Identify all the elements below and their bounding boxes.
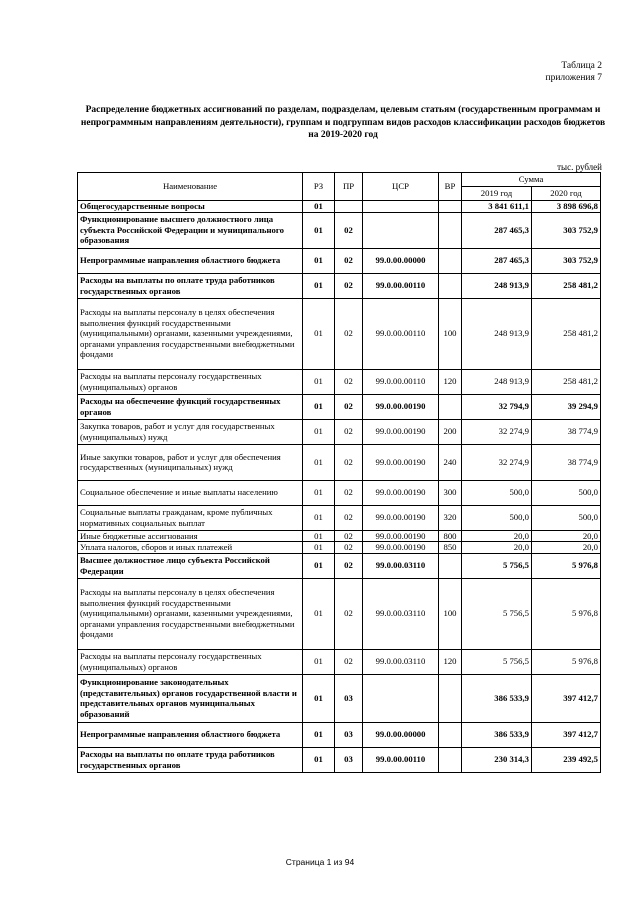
row-csr: 99.0.00.00190 <box>363 542 439 554</box>
row-name: Непрограммные направления областного бюджета <box>78 722 303 747</box>
document-title: Распределение бюджетных ассигнований по разделам, подразделам, целевым статьям (государственным программам и непрограммным направлениям деятельности), группам и подгруппам видов расходов классификации расходов бюджетов на 2019-2020 год <box>80 105 606 140</box>
row-sum-2020: 303 752,9 <box>532 212 601 248</box>
row-vr <box>439 273 462 298</box>
row-sum-2020: 39 294,9 <box>532 394 601 419</box>
page-footer: Страница 1 из 94 <box>285 857 355 867</box>
row-sum-2020: 3 898 696,8 <box>532 201 601 213</box>
row-csr: 99.0.00.00190 <box>363 394 439 419</box>
row-pr <box>335 201 363 213</box>
row-rz: 01 <box>303 480 335 505</box>
row-vr <box>439 248 462 273</box>
table-row <box>78 419 601 444</box>
row-sum-2020: 258 481,2 <box>532 369 601 394</box>
row-pr: 02 <box>335 530 363 542</box>
row-name: Высшее должностное лицо субъекта Российской Федерации <box>78 553 303 578</box>
header-2020: 2020 год <box>532 187 601 201</box>
row-name: Расходы на выплаты персоналу в целях обеспечения выполнения функций государственными (муниципальными) органами, казенными учреждениями, органами управления государственными внебюджетными фондами <box>78 578 303 649</box>
row-name: Расходы на выплаты по оплате труда работников государственных органов <box>78 273 303 298</box>
row-vr: 850 <box>439 542 462 554</box>
table-row <box>78 578 601 649</box>
row-pr: 02 <box>335 248 363 273</box>
row-sum-2019: 3 841 611,1 <box>462 201 532 213</box>
row-sum-2020: 38 774,9 <box>532 444 601 480</box>
row-pr: 02 <box>335 649 363 674</box>
row-vr: 120 <box>439 649 462 674</box>
row-sum-2019: 32 274,9 <box>462 444 532 480</box>
row-sum-2019: 20,0 <box>462 542 532 554</box>
row-pr: 02 <box>335 394 363 419</box>
row-rz: 01 <box>303 747 335 772</box>
row-vr: 120 <box>439 369 462 394</box>
row-csr: 99.0.00.00190 <box>363 505 439 530</box>
row-vr: 240 <box>439 444 462 480</box>
row-vr: 100 <box>439 298 462 369</box>
row-sum-2019: 287 465,3 <box>462 248 532 273</box>
row-csr: 99.0.00.00190 <box>363 419 439 444</box>
units-label: тыс. рублей <box>557 162 602 172</box>
row-vr <box>439 394 462 419</box>
row-name: Расходы на выплаты персоналу государственных (муниципальных) органов <box>78 369 303 394</box>
row-sum-2019: 32 794,9 <box>462 394 532 419</box>
row-csr <box>363 201 439 213</box>
row-name: Уплата налогов, сборов и иных платежей <box>78 542 303 554</box>
row-name: Непрограммные направления областного бюджета <box>78 248 303 273</box>
row-vr <box>439 747 462 772</box>
row-sum-2020: 500,0 <box>532 480 601 505</box>
row-rz: 01 <box>303 394 335 419</box>
row-sum-2020: 20,0 <box>532 542 601 554</box>
table-row <box>78 747 601 772</box>
row-csr: 99.0.00.00190 <box>363 530 439 542</box>
row-csr <box>363 674 439 722</box>
row-sum-2020: 500,0 <box>532 505 601 530</box>
row-rz: 01 <box>303 578 335 649</box>
row-name: Иные бюджетные ассигнования <box>78 530 303 542</box>
table-row <box>78 530 601 542</box>
row-pr: 02 <box>335 369 363 394</box>
row-rz: 01 <box>303 201 335 213</box>
row-sum-2020: 5 976,8 <box>532 553 601 578</box>
row-rz: 01 <box>303 530 335 542</box>
row-sum-2020: 38 774,9 <box>532 419 601 444</box>
row-csr: 99.0.00.03110 <box>363 578 439 649</box>
row-sum-2020: 5 976,8 <box>532 578 601 649</box>
row-csr: 99.0.00.03110 <box>363 553 439 578</box>
row-name: Расходы на выплаты персоналу в целях обеспечения выполнения функций государственными (муниципальными) органами, казенными учреждениями, органами управления государственными внебюджетными фондами <box>78 298 303 369</box>
row-rz: 01 <box>303 419 335 444</box>
table-row <box>78 369 601 394</box>
row-rz: 01 <box>303 212 335 248</box>
row-name: Расходы на выплаты персоналу государственных (муниципальных) органов <box>78 649 303 674</box>
row-pr: 02 <box>335 578 363 649</box>
header-rz: РЗ <box>303 173 335 201</box>
row-sum-2020: 20,0 <box>532 530 601 542</box>
row-vr: 200 <box>439 419 462 444</box>
row-pr: 02 <box>335 553 363 578</box>
row-sum-2019: 32 274,9 <box>462 419 532 444</box>
row-rz: 01 <box>303 674 335 722</box>
table-row <box>78 248 601 273</box>
row-vr <box>439 553 462 578</box>
table-row <box>78 553 601 578</box>
row-sum-2019: 20,0 <box>462 530 532 542</box>
header-pr: ПР <box>335 173 363 201</box>
row-rz: 01 <box>303 369 335 394</box>
row-sum-2020: 258 481,2 <box>532 298 601 369</box>
row-name: Социальные выплаты гражданам, кроме публичных нормативных социальных выплат <box>78 505 303 530</box>
row-name: Расходы на выплаты по оплате труда работников государственных органов <box>78 747 303 772</box>
row-vr <box>439 201 462 213</box>
row-pr: 02 <box>335 419 363 444</box>
row-sum-2020: 303 752,9 <box>532 248 601 273</box>
row-vr <box>439 212 462 248</box>
row-pr: 02 <box>335 212 363 248</box>
table-row <box>78 298 601 369</box>
row-sum-2019: 500,0 <box>462 505 532 530</box>
row-pr: 02 <box>335 273 363 298</box>
row-pr: 03 <box>335 722 363 747</box>
table-row <box>78 674 601 722</box>
row-sum-2019: 287 465,3 <box>462 212 532 248</box>
row-sum-2019: 500,0 <box>462 480 532 505</box>
header-vr: ВР <box>439 173 462 201</box>
row-sum-2020: 397 412,7 <box>532 722 601 747</box>
table-row <box>78 649 601 674</box>
row-csr: 99.0.00.00190 <box>363 480 439 505</box>
row-name: Функционирование законодательных (представительных) органов государственной власти и представительных органов муниципальных образований <box>78 674 303 722</box>
row-sum-2019: 248 913,9 <box>462 273 532 298</box>
row-name: Функционирование высшего должностного лица субъекта Российской Федерации и муниципального образования <box>78 212 303 248</box>
row-sum-2020: 239 492,5 <box>532 747 601 772</box>
row-sum-2020: 258 481,2 <box>532 273 601 298</box>
row-vr: 800 <box>439 530 462 542</box>
table-row <box>78 480 601 505</box>
row-rz: 01 <box>303 649 335 674</box>
row-pr: 03 <box>335 747 363 772</box>
row-rz: 01 <box>303 505 335 530</box>
table-row <box>78 212 601 248</box>
row-name: Расходы на обеспечение функций государственных органов <box>78 394 303 419</box>
row-rz: 01 <box>303 298 335 369</box>
row-vr: 300 <box>439 480 462 505</box>
row-pr: 02 <box>335 505 363 530</box>
row-rz: 01 <box>303 273 335 298</box>
table-row <box>78 273 601 298</box>
table-caption <box>546 60 603 84</box>
row-csr: 99.0.00.00110 <box>363 369 439 394</box>
row-name: Закупка товаров, работ и услуг для государственных (муниципальных) нужд <box>78 419 303 444</box>
row-pr: 02 <box>335 298 363 369</box>
row-csr: 99.0.00.00110 <box>363 747 439 772</box>
row-sum-2019: 248 913,9 <box>462 369 532 394</box>
row-rz: 01 <box>303 553 335 578</box>
row-sum-2019: 5 756,5 <box>462 578 532 649</box>
header-name: Наименование <box>78 173 303 201</box>
row-sum-2019: 386 533,9 <box>462 674 532 722</box>
row-sum-2020: 5 976,8 <box>532 649 601 674</box>
row-csr: 99.0.00.03110 <box>363 649 439 674</box>
table-row <box>78 722 601 747</box>
row-pr: 02 <box>335 542 363 554</box>
row-csr: 99.0.00.00000 <box>363 722 439 747</box>
table-row <box>78 394 601 419</box>
header-csr: ЦСР <box>363 173 439 201</box>
row-rz: 01 <box>303 542 335 554</box>
row-rz: 01 <box>303 444 335 480</box>
row-sum-2019: 230 314,3 <box>462 747 532 772</box>
table-row <box>78 505 601 530</box>
row-sum-2019: 386 533,9 <box>462 722 532 747</box>
row-sum-2019: 5 756,5 <box>462 649 532 674</box>
header-2019: 2019 год <box>462 187 532 201</box>
budget-table <box>77 172 601 773</box>
row-rz: 01 <box>303 248 335 273</box>
table-number: Таблица 2 <box>561 61 602 71</box>
row-pr: 02 <box>335 444 363 480</box>
row-csr: 99.0.00.00110 <box>363 273 439 298</box>
row-vr: 320 <box>439 505 462 530</box>
table-row <box>78 444 601 480</box>
row-csr: 99.0.00.00190 <box>363 444 439 480</box>
row-vr: 100 <box>439 578 462 649</box>
table-row <box>78 542 601 554</box>
row-csr <box>363 212 439 248</box>
row-name: Общегосударственные вопросы <box>78 201 303 213</box>
row-vr <box>439 674 462 722</box>
row-sum-2019: 248 913,9 <box>462 298 532 369</box>
row-pr: 02 <box>335 480 363 505</box>
row-csr: 99.0.00.00110 <box>363 298 439 369</box>
row-pr: 03 <box>335 674 363 722</box>
row-vr <box>439 722 462 747</box>
row-csr: 99.0.00.00000 <box>363 248 439 273</box>
appendix-number: приложения 7 <box>545 73 602 83</box>
row-rz: 01 <box>303 722 335 747</box>
table-body <box>78 201 601 773</box>
row-name: Иные закупки товаров, работ и услуг для обеспечения государственных (муниципальных) нужд <box>78 444 303 480</box>
row-sum-2019: 5 756,5 <box>462 553 532 578</box>
header-sum: Сумма <box>462 173 601 187</box>
row-name: Социальное обеспечение и иные выплаты населению <box>78 480 303 505</box>
table-row <box>78 201 601 213</box>
row-sum-2020: 397 412,7 <box>532 674 601 722</box>
